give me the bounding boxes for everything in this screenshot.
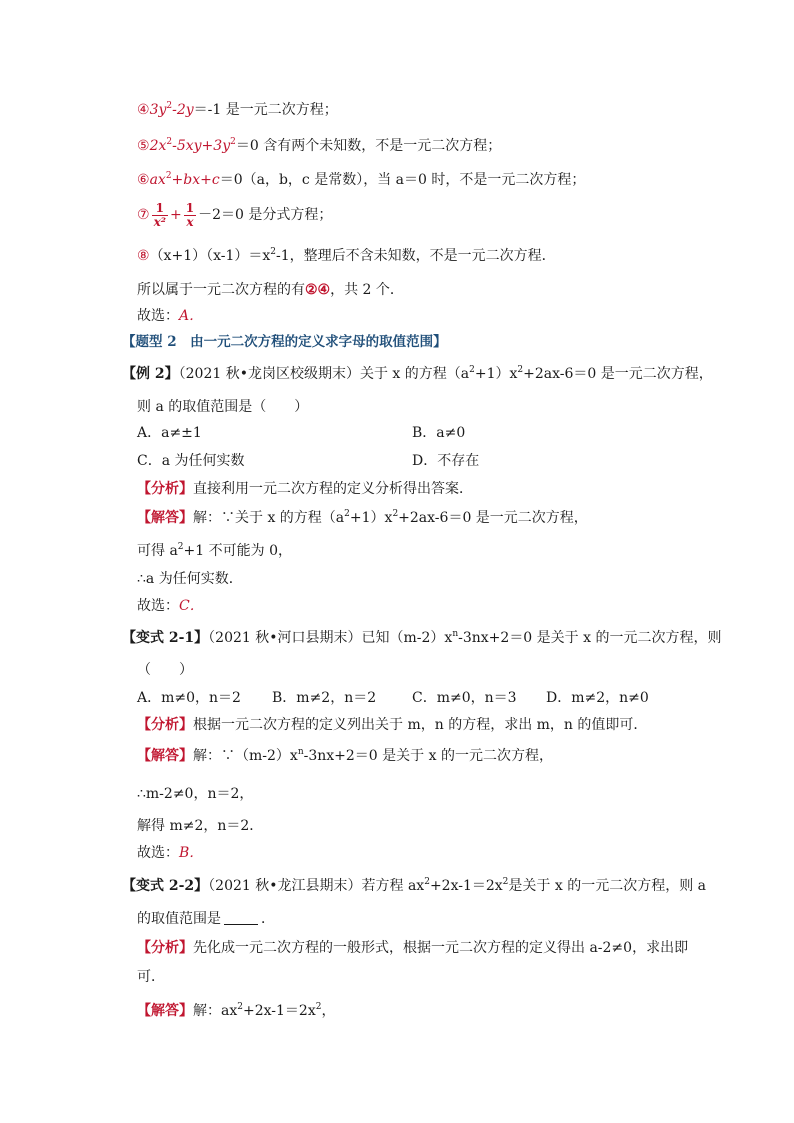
solution-line bbox=[137, 746, 553, 766]
expr: -2y bbox=[172, 102, 194, 118]
solution-item-8 bbox=[137, 246, 556, 266]
exponent: 2 bbox=[166, 101, 173, 111]
exponent: 2 bbox=[315, 1002, 322, 1012]
answer-line bbox=[137, 843, 203, 863]
option-c: C．m≠0，n＝3 bbox=[412, 690, 517, 706]
analysis-line bbox=[137, 479, 473, 499]
answer-blank[interactable] bbox=[224, 910, 258, 925]
conclusion-text: ，共 2 个． bbox=[330, 282, 404, 298]
exponent: n bbox=[297, 747, 304, 757]
expr: +bx+c bbox=[171, 172, 220, 188]
denominator: x bbox=[186, 214, 194, 229]
exponent: 2 bbox=[502, 877, 509, 887]
solution-label: 【解答】 bbox=[137, 748, 193, 764]
exponent: 2 bbox=[517, 365, 524, 375]
analysis-line-2: 可． bbox=[137, 969, 165, 985]
marker-4: ④ bbox=[137, 102, 150, 118]
option-b: B．a≠0 bbox=[412, 425, 466, 441]
analysis-line bbox=[137, 938, 688, 958]
variant-2-1-line1 bbox=[122, 628, 721, 648]
expr: ax bbox=[149, 172, 166, 188]
fraction-1 bbox=[152, 202, 168, 229]
item-text: ＝0（a，b，c 是常数），当 a＝0 时，不是一元二次方程； bbox=[219, 172, 586, 188]
option-d: D．m≠2，n≠0 bbox=[546, 690, 649, 706]
analysis-text: 先化成一元二次方程的一般形式，根据一元二次方程的定义得出 a-2≠0，求出即 bbox=[193, 940, 689, 956]
question-text: 的取值范围是 bbox=[137, 911, 221, 927]
solution-item-7 bbox=[137, 200, 332, 230]
solution-label: 【解答】 bbox=[137, 1003, 193, 1019]
example-2-line2: 则 a 的取值范围是（ ） bbox=[137, 399, 309, 415]
section-heading: 【题型 2 由一元二次方程的定义求字母的取值范围】 bbox=[122, 334, 447, 350]
solution-item-6 bbox=[137, 170, 585, 190]
option-a: A．m≠0，n＝2 bbox=[137, 690, 241, 706]
question-text: （2021 秋•龙江县期末）若方程 ax bbox=[208, 878, 425, 894]
solution-item-4 bbox=[137, 100, 338, 120]
plus-sign: + bbox=[169, 207, 182, 223]
answer-value: B． bbox=[179, 845, 204, 861]
step-text: 可得 a bbox=[137, 543, 178, 559]
answer-value: C． bbox=[179, 598, 204, 614]
solution-step-2: 解得 m≠2，n＝2． bbox=[137, 818, 264, 834]
option-a: A．a≠±1 bbox=[137, 425, 202, 441]
analysis-label: 【分析】 bbox=[137, 717, 193, 733]
solution-step-1 bbox=[137, 541, 292, 561]
marker-6: ⑥ bbox=[137, 172, 150, 188]
analysis-text: 直接利用一元二次方程的定义分析得出答案． bbox=[193, 481, 473, 497]
exponent: 2 bbox=[270, 247, 277, 257]
answer-prefix: 故选： bbox=[137, 598, 179, 614]
step-text: +1 不可能为 0， bbox=[183, 543, 292, 559]
exponent: 2 bbox=[469, 365, 475, 375]
conclusion-text: 所以属于一元二次方程的有 bbox=[137, 282, 305, 298]
question-text: 是关于 x 的一元二次方程，则 a bbox=[508, 878, 706, 894]
solution-label: 【解答】 bbox=[137, 510, 193, 526]
exponent: 2 bbox=[177, 542, 184, 552]
solution-text: +2x-1＝2x bbox=[242, 1003, 316, 1019]
analysis-label: 【分析】 bbox=[137, 481, 193, 497]
question-text: -3nx+2＝0 是关于 x 的一元二次方程，则 bbox=[458, 630, 722, 646]
analysis-line bbox=[137, 715, 647, 735]
solution-step-1: ∴m-2≠0，n＝2， bbox=[137, 786, 254, 802]
marker-5: ⑤ bbox=[137, 138, 150, 154]
numerator: 1 bbox=[185, 200, 195, 215]
solution-text: 解：∵（m-2）x bbox=[193, 748, 298, 764]
question-text: （2021 秋•龙岗区校级期末）关于 x 的方程（a bbox=[178, 366, 470, 382]
expr: 2x bbox=[149, 138, 167, 154]
option-c: C．a 为任何实数 bbox=[137, 453, 245, 469]
solution-text: 解：ax bbox=[193, 1003, 238, 1019]
selected-items: ②④ bbox=[305, 282, 331, 298]
answer-value: A． bbox=[179, 308, 204, 324]
exponent: 2 bbox=[424, 877, 430, 887]
answer-line bbox=[137, 596, 204, 616]
exponent: 2 bbox=[344, 509, 350, 519]
analysis-label: 【分析】 bbox=[137, 940, 193, 956]
conclusion bbox=[137, 280, 404, 300]
option-b: B．m≠2，n＝2 bbox=[272, 690, 377, 706]
marker-7: ⑦ bbox=[137, 207, 150, 223]
exponent: n bbox=[452, 629, 459, 639]
question-text: +2x-1＝2x bbox=[429, 878, 503, 894]
example-label: 【例 2】 bbox=[122, 366, 179, 382]
answer-line bbox=[137, 306, 203, 326]
question-text: （2021 秋•河口县期末）已知（m-2）x bbox=[208, 630, 453, 646]
example-2-line1 bbox=[122, 364, 713, 384]
exponent: 2 bbox=[166, 137, 173, 147]
variant-2-2-line2 bbox=[137, 909, 275, 929]
solution-step-2: ∴a 为任何实数． bbox=[137, 571, 243, 587]
solution-text: ， bbox=[321, 1003, 336, 1019]
solution-line bbox=[137, 508, 588, 528]
variant-2-2-line1 bbox=[122, 876, 706, 896]
solution-text: +1）x bbox=[349, 510, 393, 526]
exponent: 2 bbox=[230, 137, 236, 147]
solution-text: -3nx+2＝0 是关于 x 的一元二次方程， bbox=[303, 748, 553, 764]
answer-prefix: 故选： bbox=[137, 845, 179, 861]
analysis-text: 根据一元二次方程的定义列出关于 m，n 的方程，求出 m，n 的值即可． bbox=[193, 717, 648, 733]
variant-label: 【变式 2-2】 bbox=[122, 878, 209, 894]
item-text: -1，整理后不含未知数，不是一元二次方程． bbox=[276, 248, 556, 264]
exponent: 2 bbox=[165, 171, 172, 181]
solution-text: +2ax-6＝0 是一元二次方程， bbox=[398, 510, 588, 526]
variant-label: 【变式 2-1】 bbox=[122, 630, 209, 646]
fraction-2 bbox=[184, 202, 196, 229]
question-text: +2ax-6＝0 是一元二次方程， bbox=[523, 366, 713, 382]
option-d: D．不存在 bbox=[412, 453, 480, 469]
numerator: 1 bbox=[152, 202, 168, 216]
item-text: （x+1）（x-1）＝x bbox=[149, 248, 271, 264]
exponent: 2 bbox=[392, 509, 399, 519]
solution-line bbox=[137, 1001, 335, 1021]
variant-2-1-line2: （ ） bbox=[137, 662, 193, 678]
solution-item-5 bbox=[137, 136, 501, 156]
marker-8: ⑧ bbox=[137, 248, 150, 264]
question-text: ． bbox=[261, 911, 275, 927]
exponent: 2 bbox=[237, 1002, 243, 1012]
solution-text: 解：∵关于 x 的方程（a bbox=[193, 510, 345, 526]
expr: 3y bbox=[149, 102, 167, 118]
item-text: ＝0 含有两个未知数，不是一元二次方程； bbox=[235, 138, 502, 154]
answer-prefix: 故选： bbox=[137, 308, 179, 324]
denominator: x² bbox=[153, 214, 166, 229]
item-text: ＝-1 是一元二次方程； bbox=[193, 102, 338, 118]
item-text: －2＝0 是分式方程； bbox=[198, 207, 333, 223]
expr: -5xy+3y bbox=[172, 138, 231, 154]
question-text: +1）x bbox=[474, 366, 518, 382]
